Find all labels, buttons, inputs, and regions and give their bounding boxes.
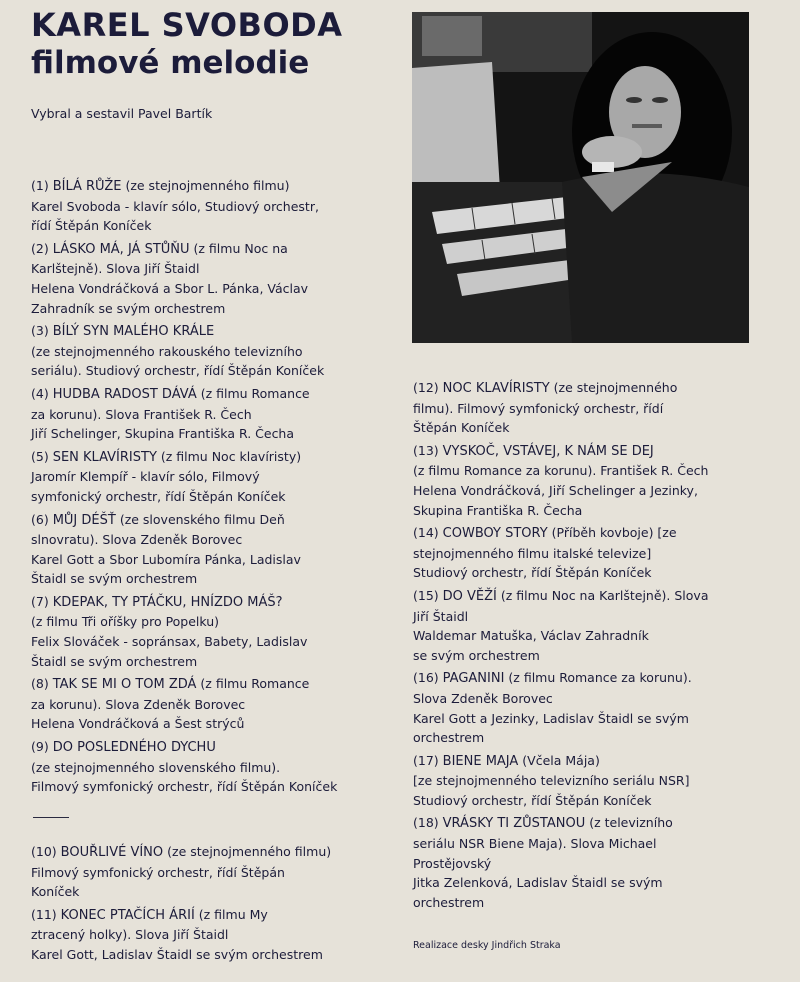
track-title: BOUŘLIVÉ VÍNO — [60, 845, 164, 860]
track-title: KDEPAK, TY PTÁČKU, HNÍZDO MÁŠ? — [52, 594, 283, 610]
track-detail-line: ztracený holky). Slova Jiří Štaidl — [31, 927, 229, 943]
track-detail-line: Karel Gott a Jezinky, Ladislav Štaidl se svým — [413, 710, 689, 726]
track-number: (14) — [413, 525, 439, 541]
track-note: (ze stejnojmenného filmu) — [167, 844, 332, 859]
track-list-left — [31, 176, 401, 800]
track-title: TAK SE MI O TOM ZDÁ — [52, 677, 197, 693]
track-title: VYSKOČ, VSTÁVEJ, K NÁM SE DEJ — [442, 443, 654, 459]
track-note: (z televizního — [589, 815, 673, 831]
track-note: (ze stejnojmenného — [553, 380, 678, 395]
track-item — [31, 674, 401, 734]
track-number: (18) — [413, 815, 439, 831]
photo-pianist-icon — [412, 12, 749, 343]
track-detail-line: (z filmu Romance za korunu). František R. Čech — [413, 463, 709, 479]
track-title: BIENE MAJA — [442, 753, 519, 769]
track-detail-line: (ze stejnojmenného slovenského filmu). — [31, 759, 281, 775]
track-note: (z filmu Romance — [200, 385, 310, 401]
production-credits: Realizace desky Jindřich Straka — [413, 940, 561, 951]
artist-title: KAREL SVOBODA — [31, 6, 343, 44]
track-detail-line: orchestrem — [413, 730, 485, 746]
track-detail-line: Štaidl se svým orchestrem — [31, 653, 198, 669]
track-title: PAGANINI — [442, 671, 505, 687]
track-note: (Příběh kovboje) [ze — [551, 525, 677, 541]
track-detail-line: (ze stejnojmenného rakouského televizního — [31, 343, 303, 359]
track-number: (10) — [31, 844, 57, 859]
track-title: LÁSKO MÁ, JÁ STŮŇU — [52, 241, 190, 257]
track-detail-line: slnovratu). Slova Zdeněk Borovec — [31, 532, 243, 548]
track-title: KONEC PTAČÍCH ÁRIÍ — [60, 907, 195, 923]
pianist-photo — [412, 12, 749, 343]
track-item — [31, 447, 401, 507]
track-number: (1) — [31, 178, 49, 193]
track-item — [413, 668, 783, 747]
track-number: (4) — [31, 385, 49, 401]
track-title: BÍLÝ SYN MALÉHO KRÁLE — [52, 324, 215, 340]
track-item — [31, 239, 401, 318]
track-detail-line: symfonický orchestr, řídí Štěpán Koníček — [31, 488, 286, 504]
track-title: DO POSLEDNÉHO DYCHU — [52, 740, 216, 756]
track-item — [413, 586, 783, 665]
track-title: SEN KLAVÍRISTY — [52, 449, 157, 465]
track-number: (12) — [413, 380, 439, 395]
track-note: (z filmu Romance — [200, 676, 310, 692]
track-detail-line: Jaromír Klempíř - klavír sólo, Filmový — [31, 469, 260, 485]
track-detail-line: Koníček — [31, 884, 80, 900]
track-item — [31, 176, 401, 236]
track-detail-line: Prostějovský — [413, 855, 492, 871]
track-detail-line: Jitka Zelenková, Ladislav Štaidl se svým — [413, 875, 663, 891]
track-item — [413, 378, 783, 438]
track-item — [413, 813, 783, 912]
track-number: (13) — [413, 442, 439, 458]
track-detail-line: Karel Gott, Ladislav Štaidl se svým orchestrem — [31, 946, 323, 962]
track-title: HUDBA RADOST DÁVÁ — [52, 386, 197, 402]
track-detail-line: Helena Vondráčková a Sbor L. Pánka, Václav — [31, 280, 309, 296]
track-number: (17) — [413, 752, 439, 768]
track-item — [31, 510, 401, 589]
track-number: (16) — [413, 670, 439, 686]
track-number: (2) — [31, 240, 49, 256]
track-detail-line: řídí Štěpán Koníček — [31, 218, 152, 234]
track-detail-line: Štaidl se svým orchestrem — [31, 571, 198, 587]
track-item — [31, 384, 401, 444]
track-note: (z filmu Noc na — [193, 240, 288, 256]
track-detail-line: Karel Gott a Sbor Lubomíra Pánka, Ladislav — [31, 551, 301, 567]
track-title: BÍLÁ RŮŽE — [52, 179, 122, 194]
track-detail-line: Felix Slováček - sopránsax, Babety, Ladislav — [31, 634, 308, 650]
track-item — [413, 751, 783, 811]
track-detail-line: [ze stejnojmenného televizního seriálu NSR] — [413, 773, 690, 789]
track-detail-line: seriálu). Studiový orchestr, řídí Štěpán Koníček — [31, 363, 325, 379]
track-detail-line: se svým orchestrem — [413, 647, 540, 663]
track-note: (z filmu My — [198, 906, 268, 922]
track-detail-line: Štěpán Koníček — [413, 420, 510, 436]
track-note: (z filmu Romance za korunu). — [508, 670, 692, 686]
track-item — [413, 441, 783, 520]
track-number: (6) — [31, 511, 49, 527]
track-note: (z filmu Noc na Karlštejně). Slova — [500, 587, 709, 603]
track-number: (8) — [31, 676, 49, 692]
track-number: (7) — [31, 593, 49, 609]
compiled-by: Vybral a sestavil Pavel Bartík — [31, 106, 213, 121]
track-detail-line: Helena Vondráčková, Jiří Schelinger a Jezinky, — [413, 482, 698, 498]
track-title: VRÁSKY TI ZŮSTANOU — [442, 816, 586, 832]
track-detail-line: Karel Svoboda - klavír sólo, Studiový orchestr, — [31, 198, 319, 214]
track-number: (9) — [31, 739, 49, 755]
track-note: (ze stejnojmenného filmu) — [125, 178, 290, 193]
track-detail-line: Studiový orchestr, řídí Štěpán Koníček — [413, 792, 652, 808]
track-title: DO VĚŽÍ — [442, 588, 497, 604]
track-detail-line: filmu). Filmový symfonický orchestr, řídí — [413, 400, 664, 416]
track-detail-line: Zahradník se svým orchestrem — [31, 300, 226, 316]
track-detail-line: stejnojmenného filmu italské televize] — [413, 545, 652, 561]
track-item — [31, 592, 401, 671]
track-item — [31, 737, 401, 797]
track-item — [31, 905, 401, 965]
track-detail-line: Filmový symfonický orchestr, řídí Štěpán Koníček — [31, 779, 338, 795]
track-title: COWBOY STORY — [442, 526, 548, 542]
track-detail-line: seriálu NSR Biene Maja). Slova Michael — [413, 836, 657, 852]
track-list-left-side-b — [31, 842, 401, 968]
track-detail-line: za korunu). Slova Zdeněk Borovec — [31, 696, 246, 712]
track-note: (Včela Mája) — [522, 752, 600, 768]
track-item — [413, 523, 783, 583]
album-subtitle: filmové melodie — [31, 45, 310, 81]
track-number: (15) — [413, 587, 439, 603]
track-number: (5) — [31, 448, 49, 464]
track-detail-line: Jiří Schelinger, Skupina Františka R. Čecha — [31, 426, 295, 442]
track-number: (11) — [31, 906, 57, 922]
track-detail-line: za korunu). Slova František R. Čech — [31, 406, 252, 422]
track-detail-line: Waldemar Matuška, Václav Zahradník — [413, 628, 649, 644]
track-detail-line: Karlštejně). Slova Jiří Štaidl — [31, 261, 200, 277]
track-detail-line: Filmový symfonický orchestr, řídí Štěpán — [31, 864, 285, 880]
track-detail-line: Jiří Štaidl — [413, 608, 469, 624]
track-list-right — [413, 378, 783, 915]
track-number: (3) — [31, 323, 49, 339]
track-title: MŮJ DÉŠŤ — [52, 512, 116, 528]
track-item — [31, 321, 401, 381]
track-item — [31, 842, 401, 902]
track-detail-line: Studiový orchestr, řídí Štěpán Koníček — [413, 565, 652, 581]
track-detail-line: orchestrem — [413, 894, 485, 910]
track-title: NOC KLAVÍRISTY — [442, 381, 550, 396]
track-detail-line: Skupina Františka R. Čecha — [413, 502, 583, 518]
track-detail-line: (z filmu Tři oříšky pro Popelku) — [31, 614, 220, 630]
track-note: (z filmu Noc klavíristy) — [160, 448, 302, 464]
track-detail-line: Slova Zdeněk Borovec — [413, 690, 553, 706]
track-note: (ze slovenského filmu Deň — [119, 511, 285, 527]
track-detail-line: Helena Vondráčková a Šest strýců — [31, 716, 245, 732]
side-divider — [33, 817, 69, 818]
